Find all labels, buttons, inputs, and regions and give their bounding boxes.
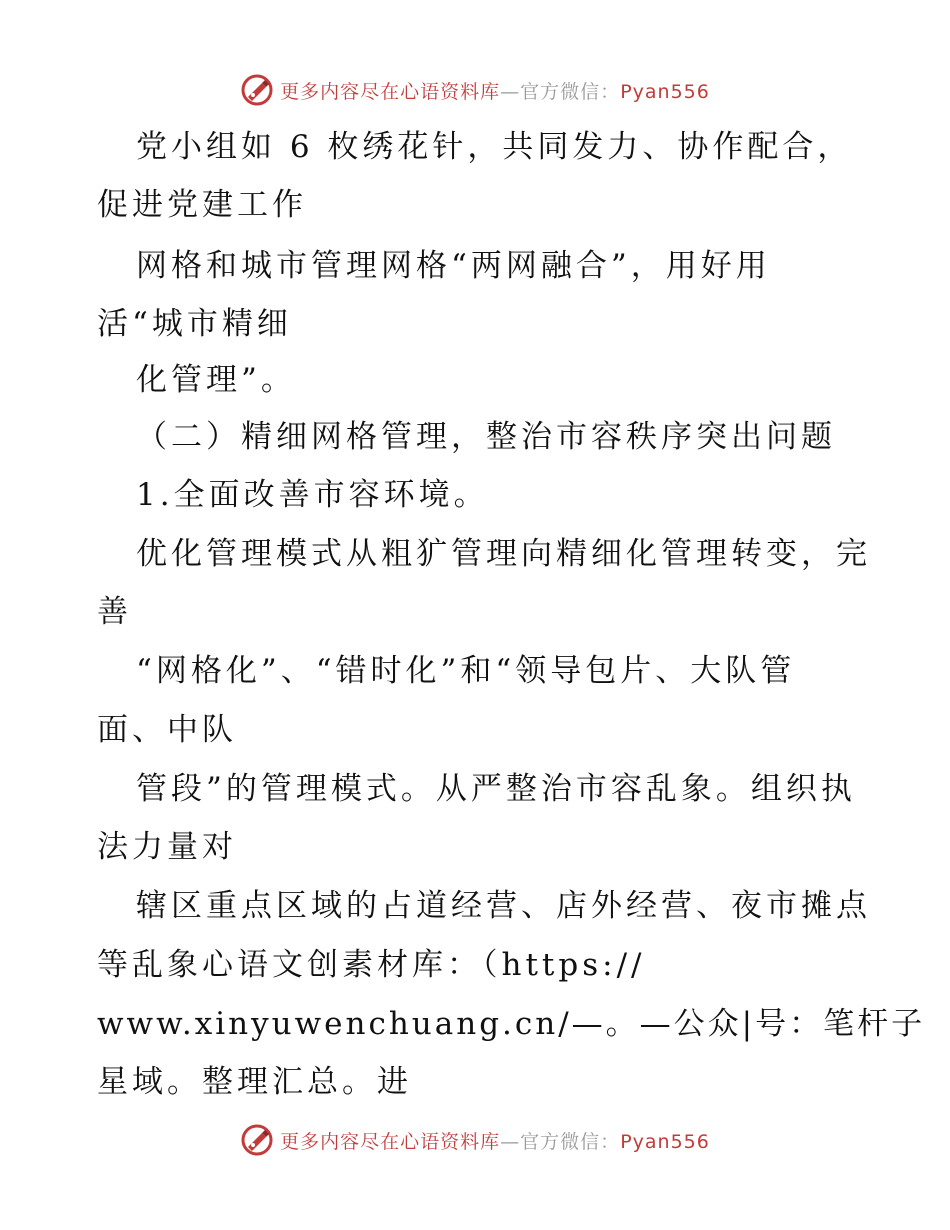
banner-dash-text: —官方微信： (500, 80, 621, 103)
banner-dash-text: —官方微信： (500, 1130, 621, 1153)
text-line: 化管理”。 (136, 362, 296, 398)
banner-red-text: 更多内容尽在心语资料库 (280, 80, 501, 103)
text-line: 善 (97, 594, 132, 630)
text-line: “网格化”、“错时化”和“领导包片、大队管 (136, 653, 796, 689)
header-banner (0, 68, 950, 112)
text-line: 1.全面改善市容环境。 (136, 477, 489, 513)
text-line: （二）精细网格管理，整治市容秩序突出问题 (136, 419, 836, 455)
pen-logo-icon (240, 1123, 274, 1157)
banner-handle: Pyan556 (620, 80, 710, 103)
text-line: 促进党建工作 (97, 187, 307, 223)
text-line: 网格和城市管理网格“两网融合”，用好用 (136, 248, 771, 284)
text-line: 等乱象心语文创素材库：（https:// (97, 947, 646, 983)
text-line: 面、中队 (97, 712, 237, 748)
text-line: 党小组如 6 枚绣花针，共同发力、协作配合， (136, 129, 853, 165)
banner-handle: Pyan556 (620, 1130, 710, 1153)
pen-logo-icon (240, 73, 274, 107)
text-line: 辖区重点区域的占道经营、店外经营、夜市摊点 (136, 888, 871, 924)
text-line: 法力量对 (97, 829, 237, 865)
text-line: 星域。整理汇总。进 (97, 1064, 412, 1100)
text-line: 活“城市精细 (97, 306, 292, 342)
banner-text (280, 77, 710, 104)
footer-banner (0, 1118, 950, 1162)
text-line: www.xinyuwenchuang.cn/—。—公众|号：笔杆子 (97, 1006, 926, 1042)
banner-text (280, 1127, 710, 1154)
banner-red-text: 更多内容尽在心语资料库 (280, 1130, 501, 1153)
text-line: 优化管理模式从粗犷管理向精细化管理转变，完 (136, 536, 871, 572)
text-line: 管段”的管理模式。从严整治市容乱象。组织执 (136, 771, 856, 807)
